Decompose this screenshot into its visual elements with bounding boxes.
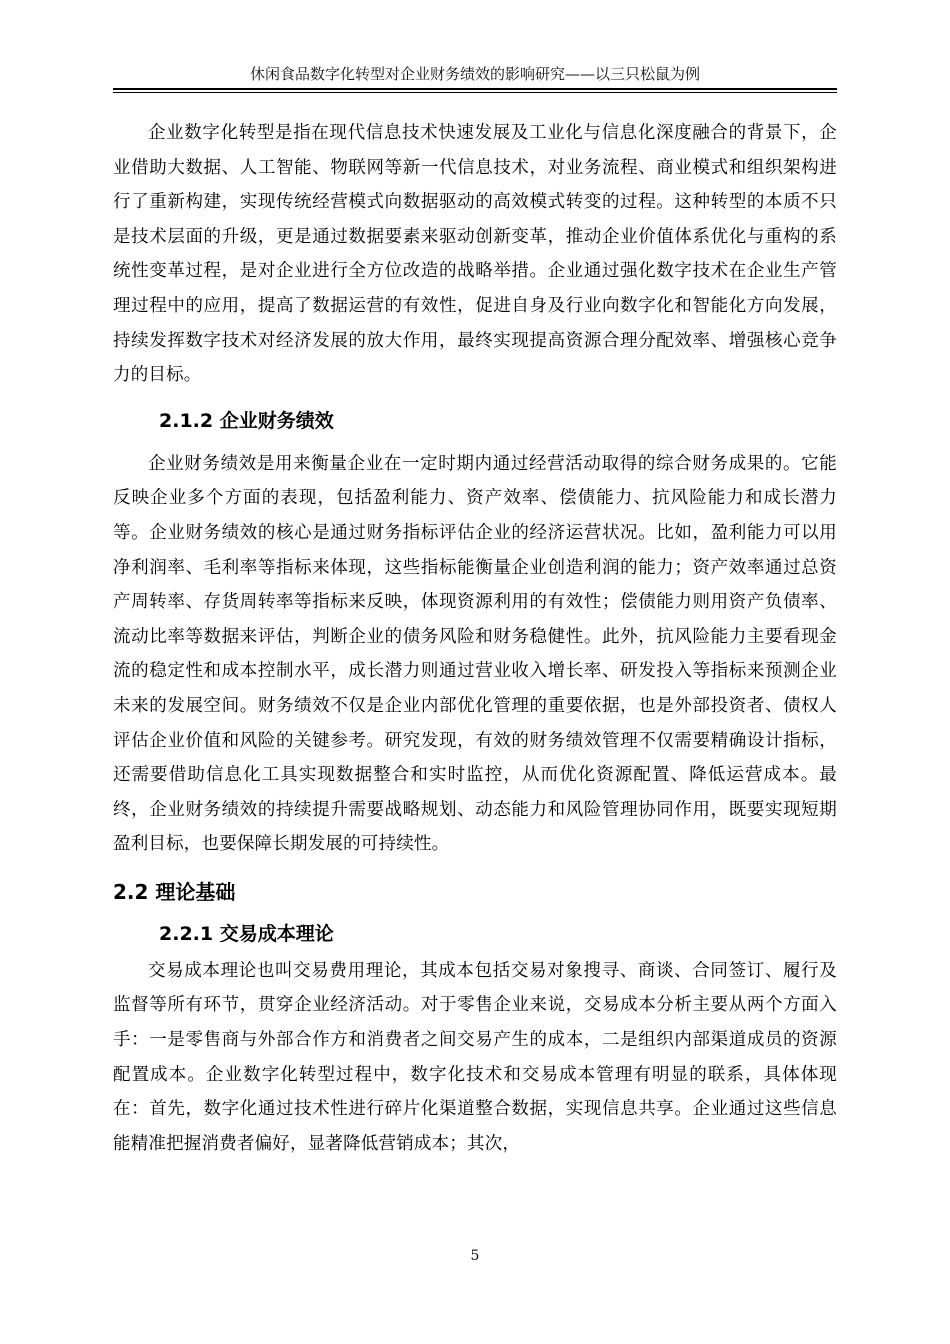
section-heading-2-1-2: 2.1.2 企业财务绩效 bbox=[159, 409, 334, 432]
paragraph-financial-performance: 企业财务绩效是用来衡量企业在一定时期内通过经营活动取得的综合财务成果的。它能反映企业多个方面的表现，包括盈利能力、资产效率、偿债能力、抗风险能力和成长潜力等。企业财务绩效的核心是通过财务指标评估企业的经济运营状况。比如，盈利能力可以用净利润率、毛利率等指标来体现，这些指标能衡量企业创造利润的能力；资产效率通过总资产周转率、存货周转率等指标来反映，体现资源利用的有效性；偿债能力则用资产负债率、流动比率等数据来评估，判断企业的债务风险和财务稳健性。此外，抗风险能力主要看现金流的稳定性和成本控制水平，成长潜力则通过营业收入增长率、研发投入等指标来预测企业未来的发展空间。财务绩效不仅是企业内部优化管理的重要依据，也是外部投资者、债权人评估企业价值和风险的关键参考。研究发现，有效的财务绩效管理不仅需要精确设计指标，还需要借助信息化工具实现数据整合和实时监控，从而优化资源配置、降低运营成本。最终，企业财务绩效的持续提升需要战略规划、动态能力和风险管理协同作用，既要实现短期盈利目标，也要保障长期发展的可持续性。 bbox=[113, 453, 837, 855]
section-heading-2-2-1: 2.2.1 交易成本理论 bbox=[159, 922, 334, 945]
header-rule-thin bbox=[113, 92, 837, 93]
page-number: 5 bbox=[470, 1248, 480, 1264]
paragraph-transaction-cost-theory: 交易成本理论也叫交易费用理论，其成本包括交易对象搜寻、商谈、合同签订、履行及监督等所有环节，贯穿企业经济活动。对于零售企业来说，交易成本分析主要从两个方面入手：一是零售商与外部合作方和消费者之间交易产生的成本，二是组织内部渠道成员的资源配置成本。企业数字化转型过程中，数字化技术和交易成本管理有明显的联系，具体体现在：首先，数字化通过技术性进行碎片化渠道整合数据，实现信息共享。企业通过这些信息能精准把握消费者偏好，显著降低营销成本；其次， bbox=[113, 960, 837, 1154]
paragraph-digital-transformation: 企业数字化转型是指在现代信息技术快速发展及工业化与信息化深度融合的背景下，企业借助大数据、人工智能、物联网等新一代信息技术，对业务流程、商业模式和组织架构进行了重新构建，实现传统经营模式向数据驱动的高效模式转变的过程。这种转型的本质不只是技术层面的升级，更是通过数据要素来驱动创新变革，推动企业价值体系优化与重构的系统性变革过程，是对企业进行全方位改造的战略举措。企业通过强化数字技术在企业生产管理过程中的应用，提高了数据运营的有效性，促进自身及行业向数字化和智能化方向发展，持续发挥数字技术对经济发展的放大作用，最终实现提高资源合理分配效率、增强核心竞争力的目标。 bbox=[113, 123, 837, 386]
section-heading-2-2: 2.2 理论基础 bbox=[113, 879, 236, 904]
header-rule-thick bbox=[113, 88, 837, 90]
running-header: 休闲食品数字化转型对企业财务绩效的影响研究——以三只松鼠为例 bbox=[249, 65, 700, 83]
page-content bbox=[113, 116, 837, 1161]
